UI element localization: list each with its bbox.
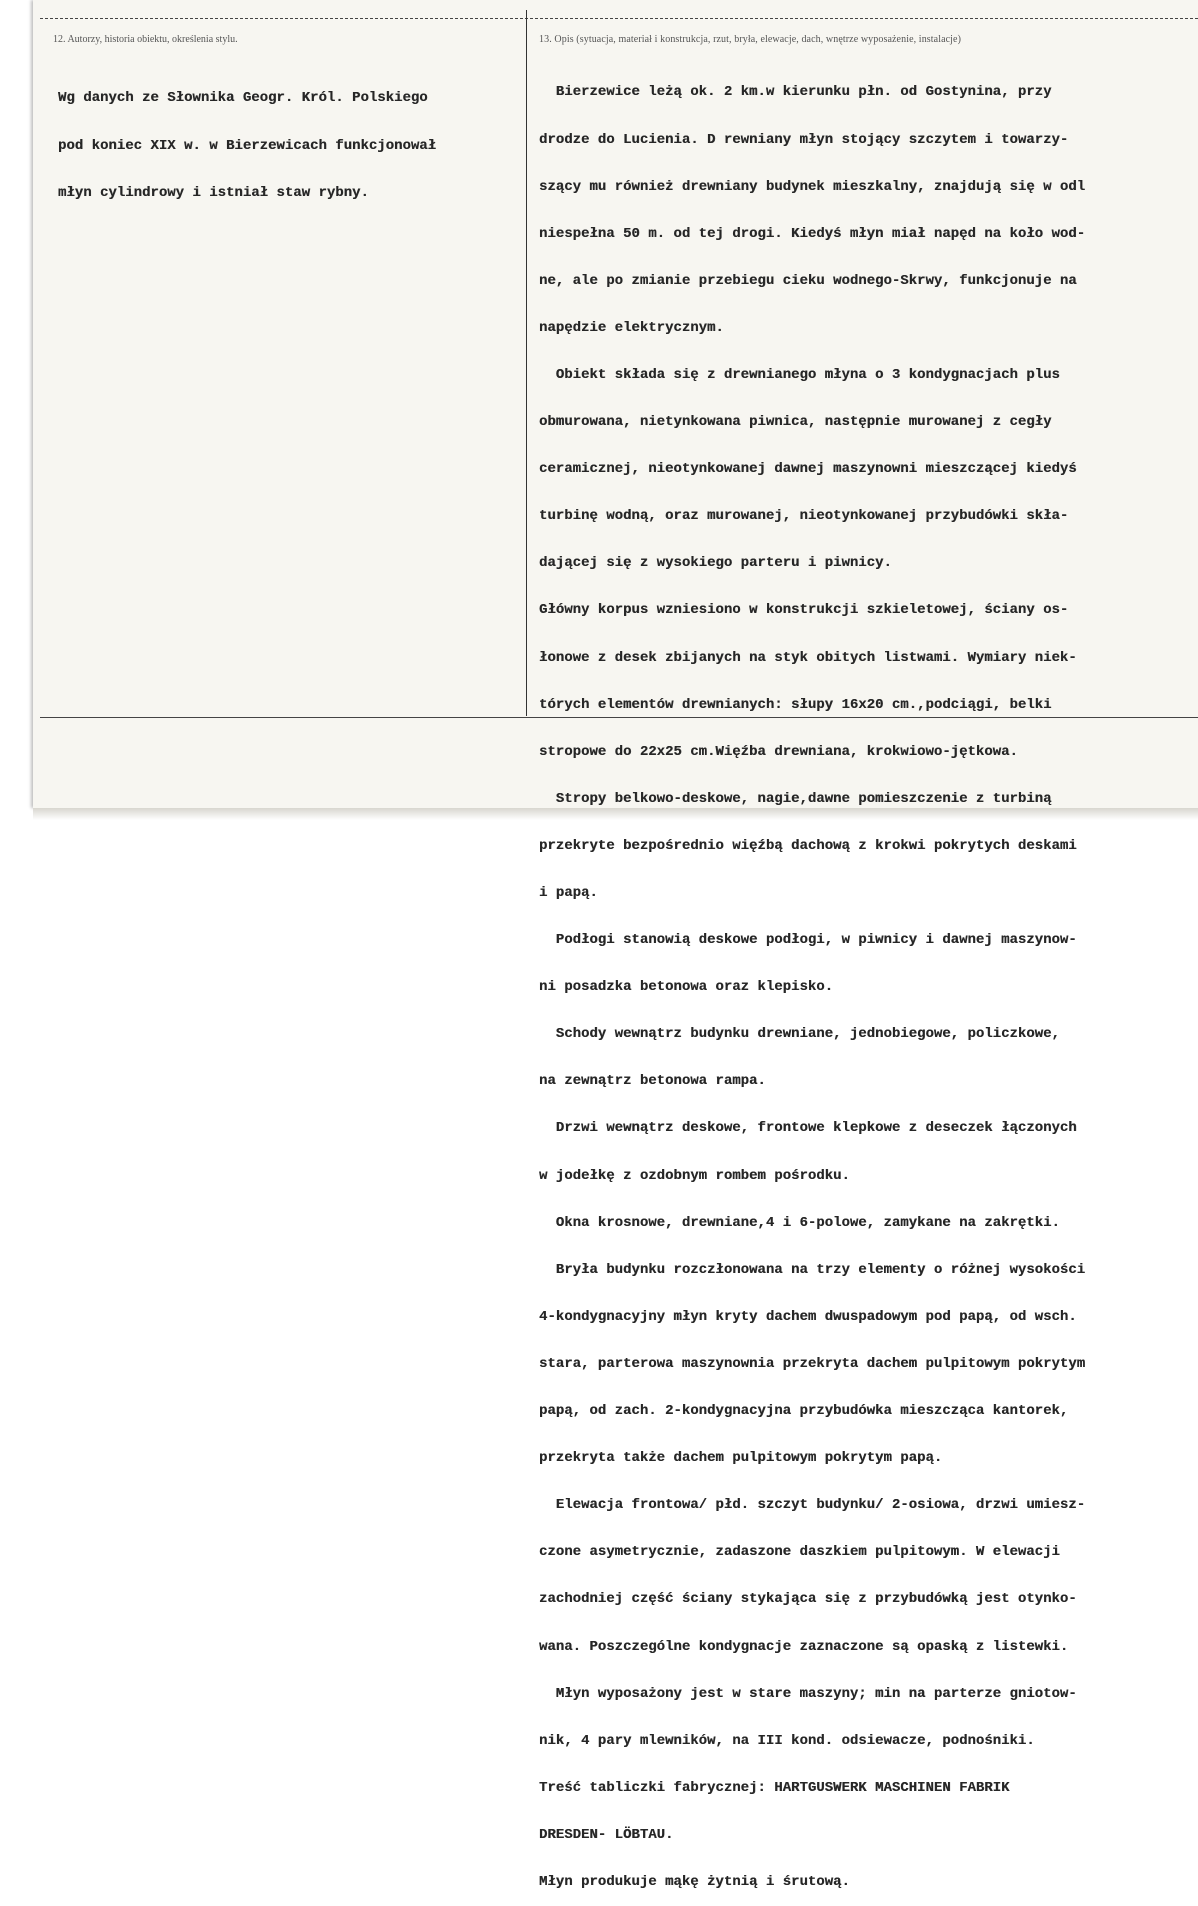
text-line: Bryła budynku rozczłonowana na trzy elementy o różnej wysokości: [539, 1261, 1086, 1278]
text-line: Bierzewice leżą ok. 2 km.w kierunku płn. od Gostynina, przy: [539, 84, 1052, 101]
text-line: Wg danych ze Słownika Geogr. Król. Polskiego: [58, 90, 428, 107]
section-12-heading: 12. Autorzy, historia obiektu, określenia stylu.: [53, 34, 238, 45]
text-line: czone asymetrycznie, zadaszone daszkiem pulpitowym. W elewacji: [539, 1544, 1060, 1561]
text-line: Obiekt składa się z drewnianego młyna o 3 kondygnacjach plus: [539, 366, 1060, 383]
text-line: Główny korpus wzniesiono w konstrukcji szkieletowej, ściany os-: [539, 602, 1069, 619]
text-line: wana. Poszczególne kondygnacje zaznaczone są opaską z listewki.: [539, 1638, 1069, 1655]
text-line: ni posadzka betonowa oraz klepisko.: [539, 979, 834, 996]
text-line: pod koniec XIX w. w Bierzewicach funkcjonował: [58, 137, 437, 154]
text-line: DRESDEN- LÖBTAU.: [539, 1826, 674, 1843]
text-line: obmurowana, nietynkowana piwnica, następnie murowanej z cegły: [539, 414, 1052, 431]
text-line: niespełna 50 m. od tej drogi. Kiedyś młyn miał napęd na koło wod-: [539, 225, 1086, 242]
text-line: na zewnątrz betonowa rampa.: [539, 1073, 766, 1090]
text-line: i papą.: [539, 885, 598, 901]
column-divider: [526, 10, 527, 716]
text-line: Młyn wyposażony jest w stare maszyny; min na parterze gniotow-: [539, 1685, 1077, 1702]
text-line: ceramicznej, nieotynkowanej dawnej maszynowni mieszczącej kiedyś: [539, 461, 1077, 478]
text-line: młyn cylindrowy i istniał staw rybny.: [58, 184, 369, 201]
text-line: stropowe do 22x25 cm.Więźba drewniana, krokwiowo-jętkowa.: [539, 743, 1018, 760]
text-line: zachodniej część ściany stykająca się z przybudówką jest otynko-: [539, 1591, 1077, 1608]
text-line: napędzie elektrycznym.: [539, 319, 724, 336]
text-line: Młyn produkuje mąkę żytnią i śrutową.: [539, 1873, 850, 1890]
text-line: drodze do Lucienia. D rewniany młyn stojący szczytem i towarzy-: [539, 131, 1069, 148]
text-line: łonowe z desek zbijanych na styk obitych listwami. Wymiary niek-: [539, 649, 1077, 666]
text-line: nik, 4 pary mlewników, na III kond. odsiewacze, podnośniki.: [539, 1732, 1035, 1749]
section-12-text: [58, 60, 436, 217]
text-line: turbinę wodną, oraz murowanej, nieotynkowanej przybudówki skła-: [539, 508, 1069, 525]
text-line: Podłogi stanowią deskowe podłogi, w piwnicy i dawnej maszynow-: [539, 932, 1077, 949]
top-rule: [40, 18, 1198, 19]
text-line: Stropy belkowo-deskowe, nagie,dawne pomieszczenie z turbiną: [539, 790, 1052, 807]
text-line: ne, ale po zmianie przebiegu cieku wodnego-Skrwy, funkcjonuje na: [539, 272, 1077, 289]
section-13-heading: 13. Opis (sytuacja, materiał i konstrukcja, rzut, bryła, elewacje, dach, wnętrze wyposażenie, instalacje): [539, 34, 961, 45]
text-line: stara, parterowa maszynownia przekryta dachem pulpitowym pokrytym: [539, 1355, 1086, 1372]
text-line: Schody wewnątrz budynku drewniane, jednobiegowe, policzkowe,: [539, 1026, 1060, 1043]
text-line: papą, od zach. 2-kondygnacyjna przybudówka mieszcząca kantorek,: [539, 1403, 1069, 1420]
text-line: dającej się z wysokiego parteru i piwnicy.: [539, 555, 892, 572]
text-line: 4-kondygnacyjny młyn kryty dachem dwuspadowym pod papą, od wsch.: [539, 1308, 1077, 1325]
text-line: Elewacja frontowa/ płd. szczyt budynku/ 2-osiowa, drzwi umiesz-: [539, 1497, 1086, 1514]
section-13-text: [539, 54, 1085, 1906]
text-line: Treść tabliczki fabrycznej: HARTGUSWERK MASCHINEN FABRIK: [539, 1779, 1010, 1796]
text-line: szący mu również drewniany budynek mieszkalny, znajdują się w odl: [539, 178, 1086, 195]
text-line: Drzwi wewnątrz deskowe, frontowe klepkowe z deseczek łączonych: [539, 1120, 1077, 1137]
text-line: Okna krosnowe, drewniane,4 i 6-polowe, zamykane na zakrętki.: [539, 1214, 1060, 1231]
text-line: przekryta także dachem pulpitowym pokrytym papą.: [539, 1450, 943, 1467]
text-line: przekryte bezpośrednio więźbą dachową z krokwi pokrytych deskami: [539, 837, 1077, 854]
text-line: tórych elementów drewnianych: słupy 16x20 cm.,podciągi, belki: [539, 696, 1052, 713]
text-line: w jodełkę z ozdobnym rombem pośrodku.: [539, 1167, 850, 1184]
